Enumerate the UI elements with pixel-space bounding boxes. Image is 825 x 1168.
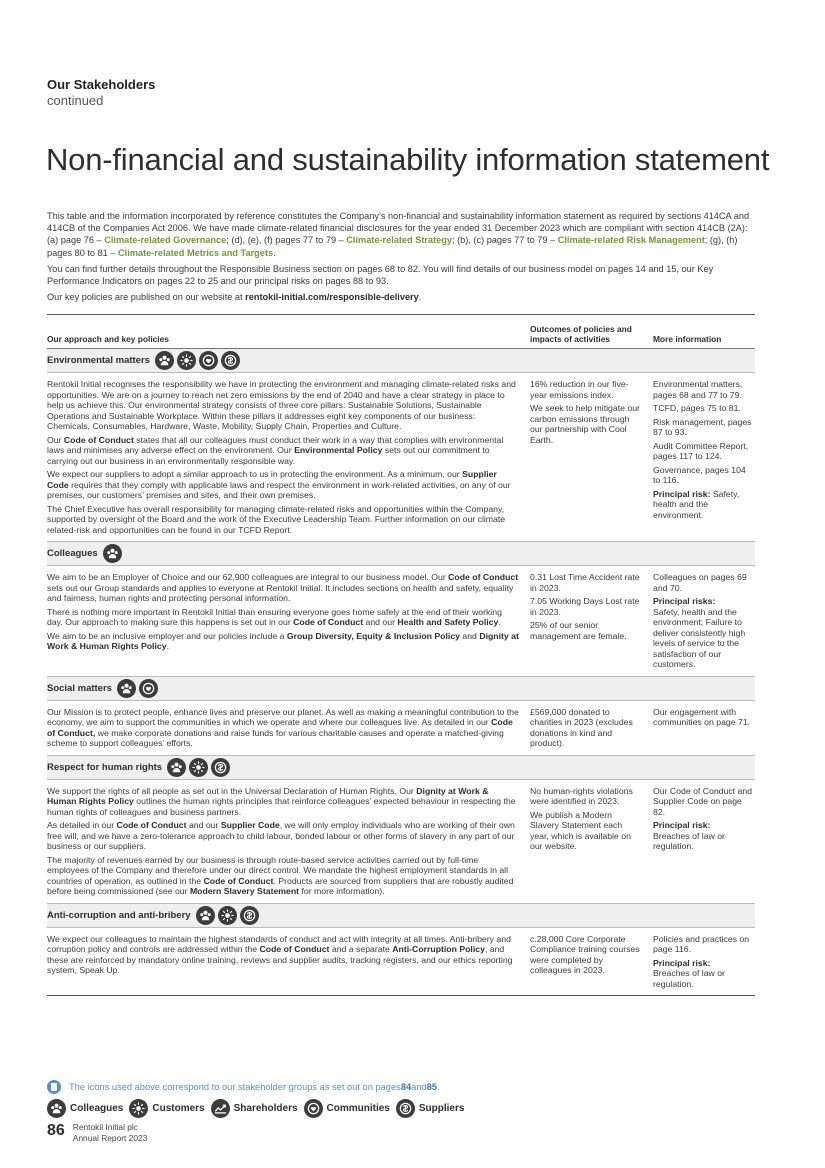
customers-icon [129, 1099, 148, 1118]
bold-term: Code of Conduct [259, 944, 330, 954]
colleagues-icon [167, 758, 186, 777]
section-continued: continued [47, 93, 104, 108]
communities-icon [199, 351, 218, 370]
book-icon [47, 1080, 61, 1094]
table-row-human-rights [47, 780, 755, 904]
category-anti-corruption [47, 904, 755, 928]
header-outcomes: Outcomes of policies and impacts of activities [530, 324, 632, 344]
text-span: Breaches of law or regulation. [653, 968, 725, 989]
colleagues-icon [103, 544, 122, 563]
text-span: We aim to be an Employer of Choice and our 62,900 colleagues are integral to our business model. Our [47, 572, 449, 582]
bold-term: Code of Conduct [63, 434, 134, 445]
intro-paragraph-1 [47, 210, 757, 259]
text-span: and our [186, 820, 221, 830]
section-header [47, 77, 155, 109]
text-span: Our Mission is to protect people, enhance lives and preserve our planet. As well as making a meaningful contribution to the economy, we aim to support the communities in which we operate and where our colleagues live. As detailed in our [47, 706, 519, 727]
colleagues-icon [117, 679, 136, 698]
customers-icon [189, 758, 208, 777]
text-span: There is nothing more important in Rentokil Initial than ensuring everyone goes home safely at the end of their working day. Our approach to making sure this happens is set out in our [47, 606, 502, 627]
approach-cell [47, 379, 530, 538]
hr-more-2 [653, 820, 755, 852]
text-span: and our [363, 617, 398, 627]
customers-icon [218, 906, 237, 925]
policy-table [47, 314, 755, 996]
ac-outcome-1: c.28,000 Core Corporate Compliance training courses were completed by colleagues in 2023. [530, 933, 640, 975]
text-span: we make corporate donations and raise funds for various charitable causes and operate a matched-giving scheme to support colleagues’ efforts. [47, 727, 504, 748]
note-text: The icons used above correspond to our stakeholder groups as set out on pages [69, 1082, 401, 1092]
legend-item-shareholders [211, 1099, 298, 1118]
bold-term: Code of Conduct [203, 875, 274, 886]
page-link-84[interactable]: 84 [400, 1082, 412, 1092]
legend-item-communities [304, 1099, 390, 1118]
hr-p1 [47, 786, 520, 818]
env-more-2: TCFD, pages 75 to 81. [653, 403, 741, 413]
col-p2 [47, 607, 520, 628]
legend-item-colleagues [47, 1099, 123, 1118]
env-more-6 [653, 489, 755, 521]
report-name: Annual Report 2023 [72, 1132, 148, 1143]
soc-outcome-1: £569,000 donated to charities in 2023 (excludes donations in kind and product). [530, 706, 633, 748]
category-label: Environmental matters [47, 355, 150, 366]
env-more-1: Environmental matters, pages 68 and 77 to 79. [653, 379, 743, 400]
intro-paragraph-2: You can find further details throughout the Responsible Business section on pages 68 to 82. You will find details of our business model on pages 14 and 15, our Key Performance Indicators on pages 22 to 25 and our principal risks on pages 88 to 93. [47, 263, 714, 287]
company-info [73, 1122, 148, 1143]
bold-term: Environmental Policy [294, 445, 383, 455]
category-human-rights [47, 756, 755, 780]
text-span: , and these are reinforced by mandatory online training, reviews and supplier audits, tracking registers, and our ethics reporting system, Speak Up. [47, 944, 513, 975]
hr-more-1: Our Code of Conduct and Supplier Code on page 82. [653, 785, 753, 817]
text-span: We expect our colleagues to maintain the highest standards of conduct and act with integrity at all times. Anti-bribery and corruption policy and controls are addressed within the [47, 933, 511, 954]
text-span: outlines the human rights principles that reinforce colleagues’ expected behaviour in respecting the human rights of colleagues and business partners. [47, 796, 516, 817]
env-more-4: Audit Committee Report, pages 117 to 124. [653, 440, 749, 461]
intro-text-span: . [273, 247, 276, 258]
category-label: Anti-corruption and anti-bribery [47, 909, 191, 921]
text-span: . [498, 617, 501, 627]
text-span: and a separate [329, 944, 393, 954]
legend-label: Communities [326, 1103, 390, 1114]
text-span: Breaches of law or regulation. [653, 830, 725, 851]
approach-cell [47, 934, 530, 993]
page-title: Non-financial and sustainability information statement [46, 142, 770, 177]
bold-term: Group Diversity, Equity & Inclusion Policy [286, 630, 460, 641]
legend-label: Customers [152, 1103, 205, 1114]
ac-more-2 [653, 958, 755, 990]
text-span: As detailed in our [47, 820, 117, 830]
link-climate-governance[interactable]: Climate-related Governance [104, 235, 227, 246]
outcomes-cell [530, 934, 653, 993]
bold-term: Supplier Code [220, 820, 280, 830]
col-more-2 [653, 596, 755, 670]
table-header [47, 315, 755, 349]
bold-term: Anti-Corruption Policy [392, 944, 485, 954]
more-info-cell [653, 786, 755, 900]
bold-term: Supplier Code [47, 469, 497, 490]
legend-label: Colleagues [70, 1103, 124, 1114]
text-span: requires that they comply with applicable laws and respect the environment in work-related activities, on any of our premises, our customers’ premises and sites, and their own premises. [47, 479, 511, 500]
shareholders-icon [211, 1099, 230, 1118]
text-span: We expect our suppliers to adopt a similar approach to us in protecting the environment. As a minimum, our [47, 469, 463, 479]
text-span: . [166, 641, 169, 651]
text-span: The majority of revenues earned by our business is through route-based service activities carried out by full-time employees of the Company and therefore under our direct control. We mandate the highest employment standards in all countries of operation, as outlined in the [47, 854, 509, 886]
text-span: for more information). [299, 886, 385, 896]
text-span: , we will only employ individuals who are working of their own free will, and we have a zero-tolerance approach to child labour, bonded labour or other forms of slavery in any part of our business or our suppliers. [47, 820, 515, 851]
ac-p1 [47, 934, 520, 976]
text-span: We aim to be an inclusive employer and our policies include a [47, 630, 287, 641]
soc-p1 [47, 707, 520, 749]
category-label: Colleagues [47, 548, 98, 559]
outcomes-cell [530, 786, 653, 900]
col-outcome-1: 0.31 Lost Time Accident rate in 2023. [530, 572, 640, 593]
legend-item-customers [129, 1099, 204, 1118]
bold-term: Code of Conduct [116, 820, 187, 830]
bold-term: Modern Slavery Statement [189, 886, 300, 896]
table-row-anti-corruption [47, 928, 755, 997]
bold-term: Code of Conduct [448, 572, 519, 582]
note-text: and [411, 1082, 427, 1092]
outcomes-cell [530, 379, 653, 538]
text-span: sets out our commitment to carrying out our business in an environmentally responsible way. [47, 445, 490, 466]
table-row-social [47, 701, 755, 756]
principal-risk-label: Principal risks: [653, 596, 716, 606]
stakeholder-legend [47, 1099, 470, 1118]
env-p2 [47, 435, 520, 467]
intro-text-span: . [418, 292, 422, 303]
colleagues-icon [155, 351, 174, 370]
suppliers-icon [211, 758, 230, 777]
legend-item-suppliers [396, 1099, 465, 1118]
text-span: Our [47, 434, 64, 445]
more-info-cell [653, 379, 755, 538]
page-link-85[interactable]: 85 [426, 1082, 438, 1092]
communities-icon [139, 679, 158, 698]
page-footer [47, 1122, 147, 1143]
text-span: states that all our colleagues must conduct their work in a way that complies with environmental laws and minimises any adverse effect on the environment. Our [47, 434, 504, 455]
link-climate-strategy[interactable]: Climate-related Strategy [346, 235, 452, 246]
approach-cell [47, 572, 530, 673]
principal-risk-label: Principal risk: [653, 488, 711, 499]
col-p1 [47, 572, 520, 604]
principal-risk-label: Principal risk: [653, 957, 711, 968]
legend-label: Shareholders [233, 1103, 298, 1114]
env-more-3: Risk management, pages 87 to 93. [653, 416, 752, 437]
hr-outcome-2: We publish a Modern Slavery Statement each year, which is available on our website. [530, 809, 631, 851]
text-span: . Products are sourced from suppliers that are robustly audited before being commissioned (see our [47, 875, 514, 896]
intro-text-span: ; (g), (h) pages 80 to 81 – [47, 235, 738, 258]
soc-more-1: Our engagement with communities on page 71. [653, 706, 751, 727]
env-outcome-2: We seek to help mitigate our carbon emissions through our partnership with Cool Earth. [530, 403, 640, 445]
icon-note [47, 1080, 440, 1094]
colleagues-icon [47, 1099, 66, 1118]
text-span: Safety, health and the environment; Failure to deliver consistently high levels of service to the satisfaction of our customers. [653, 606, 746, 669]
bold-term: Dignity at Work & Human Rights Policy [47, 785, 489, 806]
text-span: Safety, health and the environment. [653, 488, 740, 520]
bold-term: Code of Conduct [293, 617, 364, 627]
category-environmental [47, 349, 755, 373]
communities-icon [304, 1099, 323, 1118]
intro-text-span: Our key policies are published on our website at [47, 292, 246, 303]
text-span: sets out our Group standards and applies to everyone at Rentokil Initial. It includes sections on health and safety, equality and fairness, human rights and protecting personal information. [47, 582, 514, 603]
hr-p3 [47, 855, 520, 897]
approach-cell [47, 786, 530, 900]
outcomes-cell [530, 572, 653, 673]
principal-risk-label: Principal risk: [653, 820, 711, 830]
website-link[interactable]: rentokil-initial.com/responsible-delivery [245, 292, 419, 303]
bold-term: Health and Safety Policy [397, 617, 499, 627]
text-span: and [459, 630, 480, 641]
suppliers-icon [240, 906, 259, 925]
hr-p2 [47, 820, 520, 852]
more-info-cell [653, 572, 755, 673]
env-more-5: Governance, pages 104 to 116. [653, 464, 746, 485]
legend-label: Suppliers [418, 1103, 465, 1114]
intro-text-span: This table and the information incorporated by reference constitutes the Company’s non-financial and sustainability information statement as required by sections 414CA and 414CB of the Companies Act 2006. We have made climate-related financial disclosures for the year ended 31 December 2023 which are compliant with section 414CB (2A): (a) page 76 – [47, 211, 750, 246]
env-outcome-1: 16% reduction in our five-year emissions index. [530, 379, 629, 400]
category-social [47, 677, 755, 701]
header-approach: Our approach and key policies [47, 334, 169, 344]
category-colleagues [47, 542, 755, 566]
col-more-1: Colleagues on pages 69 and 70. [653, 572, 747, 593]
intro-text [47, 210, 757, 307]
env-p3 [47, 469, 520, 501]
outcomes-cell [530, 707, 653, 752]
intro-text-span: ; (d), (e), (f) pages 77 to 79 – [226, 235, 347, 246]
colleagues-icon [196, 906, 215, 925]
category-label: Social matters [47, 682, 112, 694]
intro-paragraph-3 [47, 291, 757, 303]
env-p4: The Chief Executive has overall responsibility for managing climate-related risks and opportunities within the Company, supported by oversight of the Board and the work of the Executive Leadership Team. Further information on our climate related-risk and opportunities can be found in our TCFD Report. [47, 503, 506, 535]
more-info-cell [653, 934, 755, 993]
col-outcome-3: 25% of our senior management are female. [530, 620, 627, 641]
table-row-colleagues [47, 566, 755, 677]
intro-text-span: ; (b), (c) pages 77 to 79 – [451, 235, 558, 246]
category-label: Respect for human rights [47, 761, 163, 773]
col-p3 [47, 631, 520, 652]
table-row-environmental [47, 373, 755, 542]
env-p1: Rentokil Initial recognises the responsibility we have in protecting the environment and managing climate-related risks and opportunities. We are on a journey to reach net zero emissions by the end of 2040 and have a clear strategy in place to help us achieve this. Our environmental strategy consists of three core pillars: Sustainable Solutions, Sustainable Operations and Sustainable Workplace. Within these pillars it addresses eight key components of our business: Chemicals, Consumables, Hardware, Waste, Mobility, Supply Chain, Properties and Culture. [47, 379, 516, 431]
company-name: Rentokil Initial plc [72, 1122, 138, 1132]
section-name: Our Stakeholders [47, 77, 156, 92]
bold-term: Dignity at Work & Human Rights Policy [47, 630, 519, 651]
suppliers-icon [221, 351, 240, 370]
note-text: . [437, 1082, 440, 1092]
col-outcome-2: 7.05 Working Days Lost rate in 2023. [530, 596, 640, 617]
customers-icon [177, 351, 196, 370]
suppliers-icon [396, 1099, 415, 1118]
link-climate-metrics[interactable]: Climate-related Metrics and Targets [118, 247, 274, 258]
ac-more-1: Policies and practices on page 116. [653, 933, 750, 954]
header-more-info: More information [653, 334, 722, 344]
bold-term: Code of Conduct, [47, 717, 513, 738]
more-info-cell [653, 707, 755, 752]
text-span: We support the rights of all people as set out in the Universal Declaration of Human Rights. Our [47, 785, 417, 796]
page-number: 86 [47, 1122, 65, 1139]
approach-cell [47, 707, 530, 752]
hr-outcome-1: No human-rights violations were identified in 2023. [530, 785, 633, 806]
link-climate-risk[interactable]: Climate-related Risk Management [557, 235, 705, 246]
